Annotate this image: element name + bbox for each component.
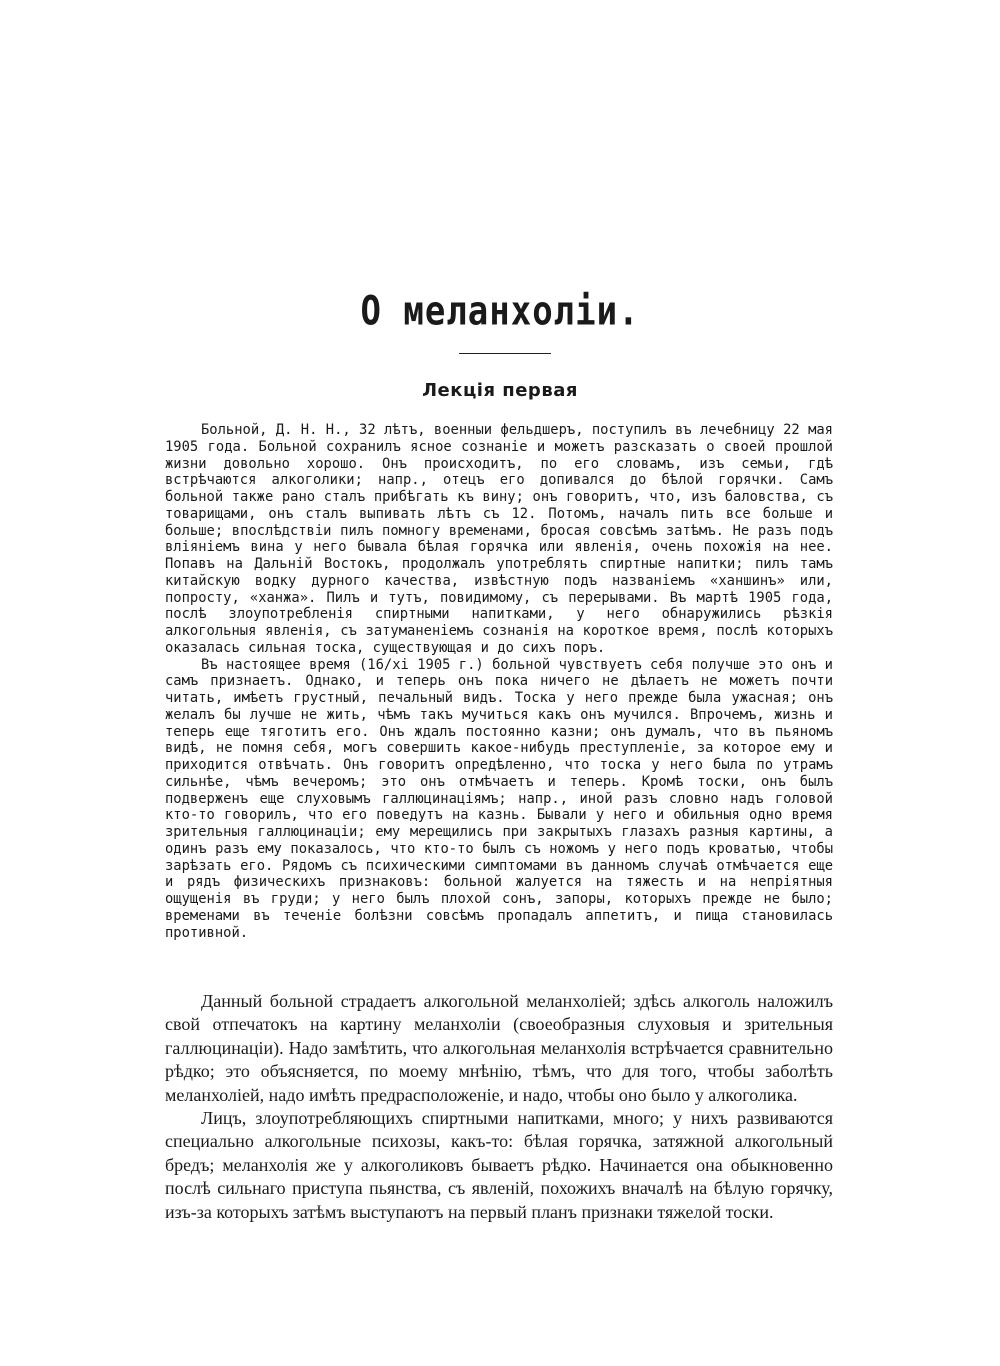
lecture-paragraph-2: Лицъ, злоупотребляющихъ спиртными напитками, много; у нихъ развиваются специально алкогольные психозы, какъ-то: бѣлая горячка, затяжной алкогольный бредъ; меланхолія же у алкоголиковъ бываетъ рѣдко. Начинается она обыкновенно послѣ сильнаго приступа пьянства, съ явленій, похожихъ вначалѣ на бѣлую горячку, изъ-за которыхъ затѣмъ выступаютъ на первый планъ признаки тяжелой тоски. xyxy=(165,1108,833,1222)
case-paragraph-2: Въ настоящее время (16/xi 1905 г.) больной чувствуетъ себя получше это онъ и самъ признаетъ. Однако, и теперь онъ пока ничего не дѣлаетъ не можетъ почти читать, имѣетъ грустный, печальный видъ. Тоска у него прежде была ужасная; онъ желалъ бы лучше не жить, чѣмъ такъ мучиться какъ онъ мучился. Впрочемъ, жизнь и теперь еще тяготитъ его. Онъ ждалъ постоянно казни; онъ думалъ, что въ пьяномъ видѣ, не помня себя, могъ совершить какое-нибудь преступленіе, за которое ему и приходится отвѣчать. Онъ говоритъ опредѣленно, что тоска у него была по утрамъ сильнѣе, чѣмъ вечеромъ; это онъ отмѣчаетъ и теперь. Кромѣ тоски, онъ былъ подверженъ еще слуховымъ галлюцинаціямъ; напр., иной разъ словно надъ головой кто-то говорилъ, что его поведутъ на казнь. Бывали у него и обильныя одно время зрительныя галлюцинаціи; ему мерещились при закрытыхъ глазахъ разныя картины, а одинъ разъ ему показалось, что кто-то былъ съ ножомъ у него подъ кроватью, чтобы зарѣзать его. Рядомъ съ психическими симптомами въ данномъ случаѣ отмѣчается еще и рядъ физическихъ признаковъ: больной жалуется на тяжесть и на непріятныя ощущенія въ груди; у него былъ плохой сонъ, запоры, которыхъ прежде не было; временами въ теченіе болѣзни совсѣмъ пропадалъ аппетитъ, и пища становилась противной. xyxy=(165,656,833,941)
lecture-heading: Лекція первая xyxy=(422,380,578,401)
lecture-paragraph-1: Данный больной страдаетъ алкогольной меланхоліей; здѣсь алкоголь наложилъ свой отпечатокъ на картину меланхоліи (своеобразныя слуховыя и зрительныя галлюцинаціи). Надо замѣтить, что алкогольная меланхолія встрѣчается сравнительно рѣдко; это объясняется, по моему мнѣнію, тѣмъ, что для того, чтобы заболѣть меланхоліей, надо имѣть предрасположеніе, и надо, чтобы оно было у алкоголика. xyxy=(165,991,833,1105)
case-history xyxy=(165,422,833,941)
lecture-body xyxy=(165,990,833,1224)
title-divider xyxy=(459,353,551,354)
chapter-title: О меланхоліи. xyxy=(360,288,640,336)
case-paragraph-1: Больной, Д. Н. Н., 32 лѣтъ, военныи фельдшеръ, поступилъ въ лечебницу 22 мая 1905 года. Больной сохранилъ ясное сознаніе и можетъ разсказать о своей прошлой жизни довольно хорошо. Онъ происходитъ, по его словамъ, изъ семьи, гдѣ встрѣчаются алкоголики; напр., отецъ его допивался до бѣлой горячки. Самъ больной также рано сталъ прибѣгать къ вину; онъ говоритъ, что, изъ баловства, съ товарищами, онъ сталъ выпивать лѣтъ съ 12. Потомъ, началъ пить все больше и больше; впослѣдствіи пилъ помногу временами, бросая совсѣмъ затѣмъ. Не разъ подъ вліяніемъ вина у него бывала бѣлая горячка или явленія, очень похожія на нее. Попавъ на Дальній Востокъ, продолжалъ употреблять спиртные напитки; пилъ тамъ китайскую водку дурного качества, извѣстную подъ названіемъ «ханшинъ» или, попросту, «ханжа». Пилъ и тутъ, повидимому, съ перерывами. Въ мартѣ 1905 года, послѣ злоупотребленія спиртными напитками, у него обнаружились рѣзкія алкогольныя явленія, съ затуманеніемъ сознанія на короткое время, послѣ которыхъ оказалась сильная тоска, существующая и до сихъ поръ. xyxy=(165,422,833,656)
